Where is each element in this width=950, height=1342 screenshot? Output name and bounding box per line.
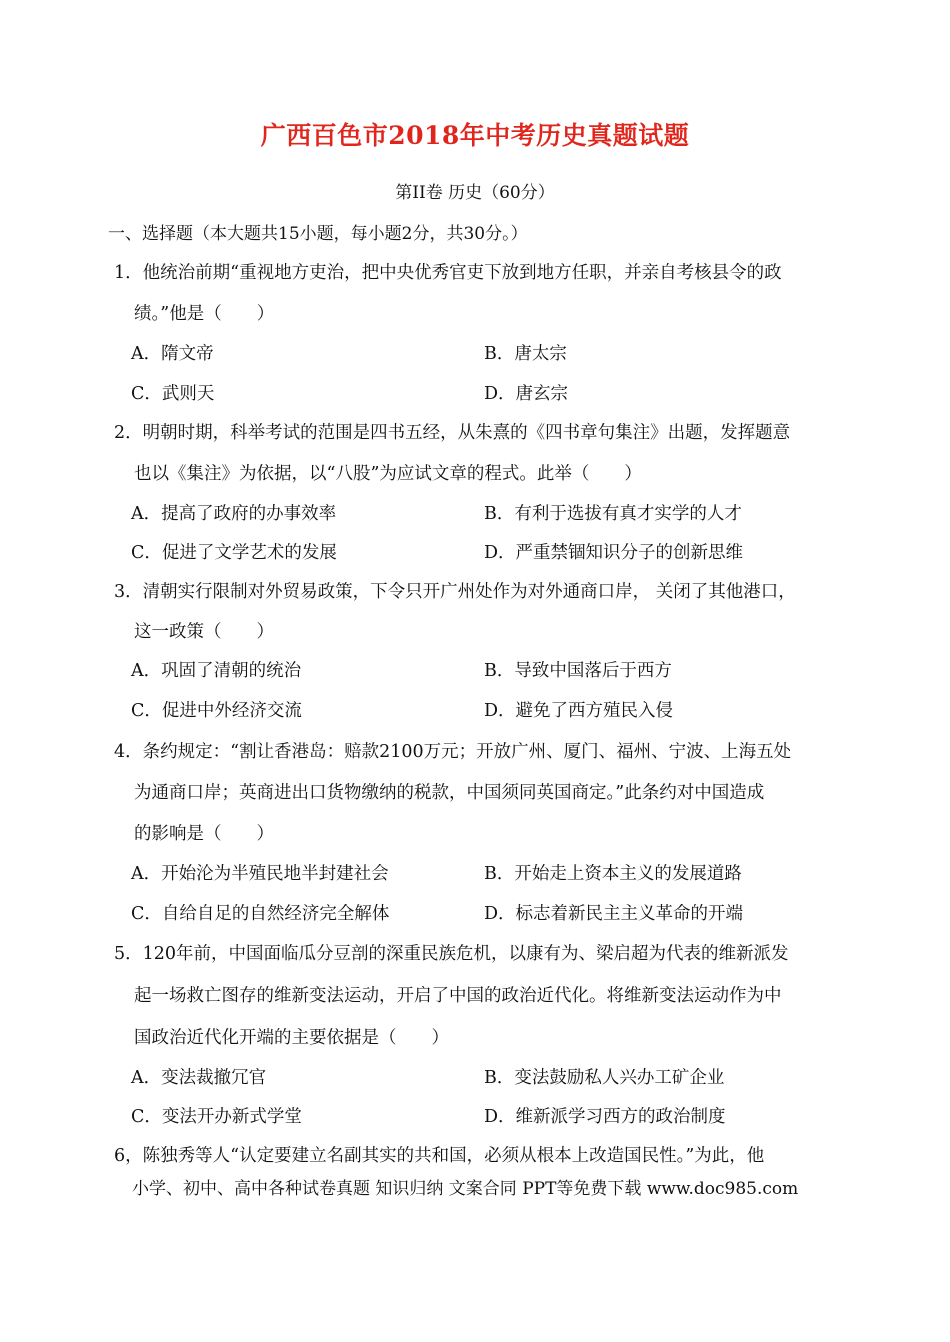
question-1-stem-cont: 绩。”他是（ ） (134, 304, 275, 324)
question-2-stem: 2．明朝时期，科举考试的范围是四书五经，从朱熹的《四书章句集注》出题，发挥题意 (114, 423, 791, 443)
question-2-option-a: A．提高了政府的办事效率 (131, 504, 337, 524)
question-5-stem-cont-1: 起一场救亡图存的维新变法运动，开启了中国的政治近代化。将维新变法运动作为中 (134, 986, 782, 1006)
exam-subtitle: 第II卷 历史（60分） (395, 183, 555, 203)
exam-title: 广西百色市2018年中考历史真题试题 (260, 121, 690, 150)
question-4-stem-cont-1: 为通商口岸；英商进出口货物缴纳的税款，中国须同英国商定。”此条约对中国造成 (134, 783, 765, 803)
question-5-stem: 5．120年前，中国面临瓜分豆剖的深重民族危机，以康有为、梁启超为代表的维新派发 (114, 944, 789, 964)
question-4-option-c: C．自给自足的自然经济完全解体 (131, 904, 390, 924)
question-4-stem: 4．条约规定：“割让香港岛：赔款2100万元；开放广州、厦门、福州、宁波、上海五处 (114, 742, 792, 762)
question-2-option-c: C．促进了文学艺术的发展 (131, 543, 337, 563)
question-3-option-d: D．避免了西方殖民入侵 (484, 701, 674, 721)
question-3-option-c: C．促进中外经济交流 (131, 701, 302, 721)
question-3-stem: 3．清朝实行限制对外贸易政策，下令只开广州处作为对外通商口岸， 关闭了其他港口， (114, 582, 796, 602)
section-heading: 一、选择题（本大题共15小题，每小题2分，共30分。） (108, 224, 528, 244)
question-1-stem: 1．他统治前期“重视地方吏治，把中央优秀官吏下放到地方任职，并亲自考核县令的政 (114, 263, 782, 283)
question-5-option-c: C．变法开办新式学堂 (131, 1107, 302, 1127)
question-3-stem-cont: 这一政策（ ） (134, 622, 274, 642)
question-6-stem: 6，陈独秀等人“认定要建立名副其实的共和国，必须从根本上改造国民性。”为此，他 (114, 1146, 765, 1166)
question-1-option-c: C．武则天 (131, 384, 215, 404)
question-1-option-b: B．唐太宗 (484, 344, 567, 364)
question-4-option-a: A．开始沦为半殖民地半封建社会 (131, 864, 389, 884)
question-2-option-b: B．有利于选拔有真才实学的人才 (484, 504, 742, 524)
page-footer: 小学、初中、高中各种试卷真题 知识归纳 文案合同 PPT等免费下载 www.doc985.com (132, 1179, 799, 1199)
question-4-stem-cont-2: 的影响是（ ） (134, 824, 274, 844)
question-1-option-d: D．唐玄宗 (484, 384, 569, 404)
question-1-option-a: A．隋文帝 (131, 344, 214, 364)
question-4-option-b: B．开始走上资本主义的发展道路 (484, 864, 742, 884)
question-3-option-b: B．导致中国落后于西方 (484, 661, 672, 681)
question-5-option-a: A．变法裁撤冗官 (131, 1068, 267, 1088)
question-5-option-d: D．维新派学习西方的政治制度 (484, 1107, 726, 1127)
question-2-stem-cont: 也以《集注》为依据，以“八股”为应试文章的程式。此举（ ） (134, 464, 642, 484)
question-5-option-b: B．变法鼓励私人兴办工矿企业 (484, 1068, 725, 1088)
question-2-option-d: D．严重禁锢知识分子的创新思维 (484, 543, 744, 563)
question-5-stem-cont-2: 国政治近代化开端的主要依据是（ ） (134, 1028, 449, 1048)
question-3-option-a: A．巩固了清朝的统治 (131, 661, 302, 681)
question-4-option-d: D．标志着新民主主义革命的开端 (484, 904, 744, 924)
